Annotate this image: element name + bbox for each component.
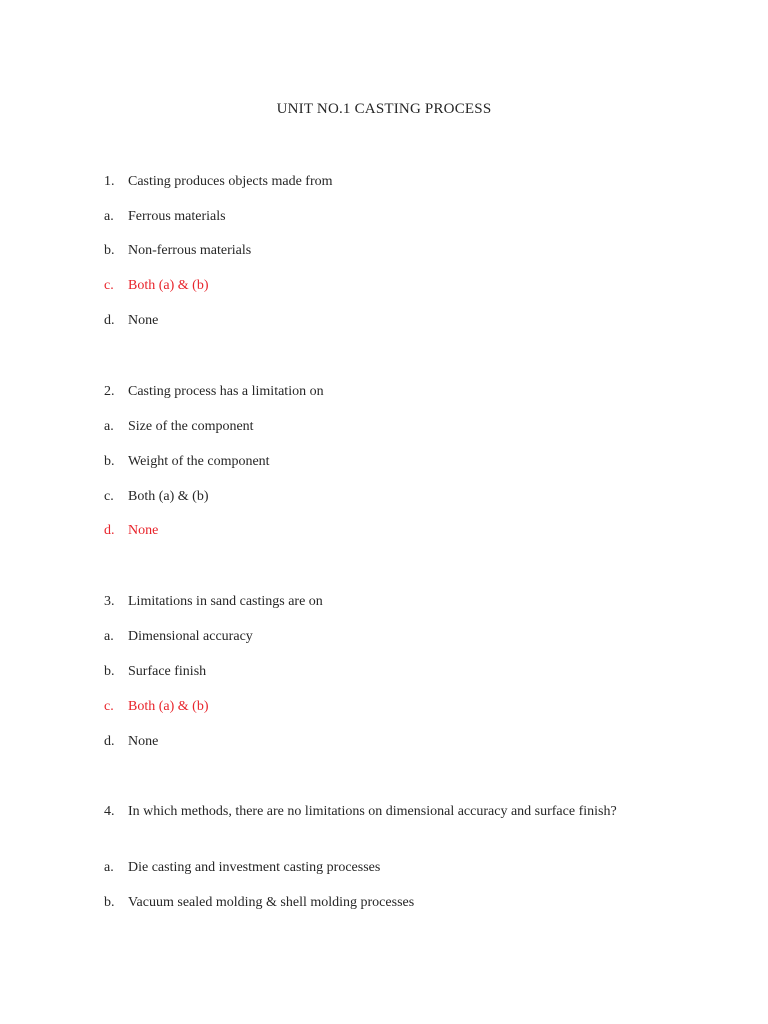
- option-letter: b.: [104, 664, 115, 679]
- option-letter: d.: [104, 523, 115, 538]
- option-letter: a.: [104, 860, 114, 875]
- option-text: Dimensional accuracy: [128, 629, 253, 644]
- option-2b: [104, 452, 270, 472]
- option-letter: c.: [104, 699, 114, 714]
- option-letter: a.: [104, 209, 114, 224]
- option-2a: [104, 417, 254, 437]
- question-number: 4.: [104, 804, 115, 819]
- option-text: Both (a) & (b): [128, 699, 209, 714]
- option-2d-correct: [104, 521, 158, 541]
- option-1c-correct: [104, 276, 208, 296]
- question-text: Casting process has a limitation on: [128, 384, 324, 399]
- question-number: 1.: [104, 174, 115, 189]
- option-letter: b.: [104, 895, 115, 910]
- option-3a: [104, 627, 253, 647]
- option-1d: [104, 311, 158, 331]
- question-text: In which methods, there are no limitations on dimensional accuracy and surface finish?: [128, 804, 617, 819]
- option-text: None: [128, 523, 159, 538]
- question-text: Limitations in sand castings are on: [128, 594, 323, 609]
- option-letter: b.: [104, 454, 115, 469]
- option-text: Die casting and investment casting processes: [128, 860, 381, 875]
- option-letter: c.: [104, 489, 114, 504]
- option-letter: d.: [104, 313, 115, 328]
- option-text: None: [128, 734, 159, 749]
- option-text: None: [128, 313, 159, 328]
- option-letter: b.: [104, 243, 115, 258]
- option-3b: [104, 662, 206, 682]
- question-number: 3.: [104, 594, 115, 609]
- question-3: [104, 592, 323, 612]
- question-number: 2.: [104, 384, 115, 399]
- question-1: [104, 172, 333, 192]
- page-title: UNIT NO.1 CASTING PROCESS: [276, 101, 492, 117]
- option-2c: [104, 487, 208, 507]
- option-3c-correct: [104, 697, 208, 717]
- option-text: Vacuum sealed molding & shell molding processes: [128, 895, 415, 910]
- option-letter: d.: [104, 734, 115, 749]
- option-4b: [104, 893, 414, 913]
- question-2: [104, 382, 324, 402]
- option-text: Both (a) & (b): [128, 489, 209, 504]
- option-text: Weight of the component: [128, 454, 270, 469]
- option-text: Size of the component: [128, 419, 254, 434]
- option-1b: [104, 241, 251, 261]
- option-3d: [104, 732, 158, 752]
- option-text: Non-ferrous materials: [128, 243, 252, 258]
- option-letter: a.: [104, 419, 114, 434]
- option-4a: [104, 858, 380, 878]
- option-text: Ferrous materials: [128, 209, 226, 224]
- question-4: [104, 802, 628, 822]
- option-letter: a.: [104, 629, 114, 644]
- option-text: Both (a) & (b): [128, 278, 209, 293]
- question-text: Casting produces objects made from: [128, 174, 333, 189]
- option-letter: c.: [104, 278, 114, 293]
- option-1a: [104, 207, 226, 227]
- option-text: Surface finish: [128, 664, 207, 679]
